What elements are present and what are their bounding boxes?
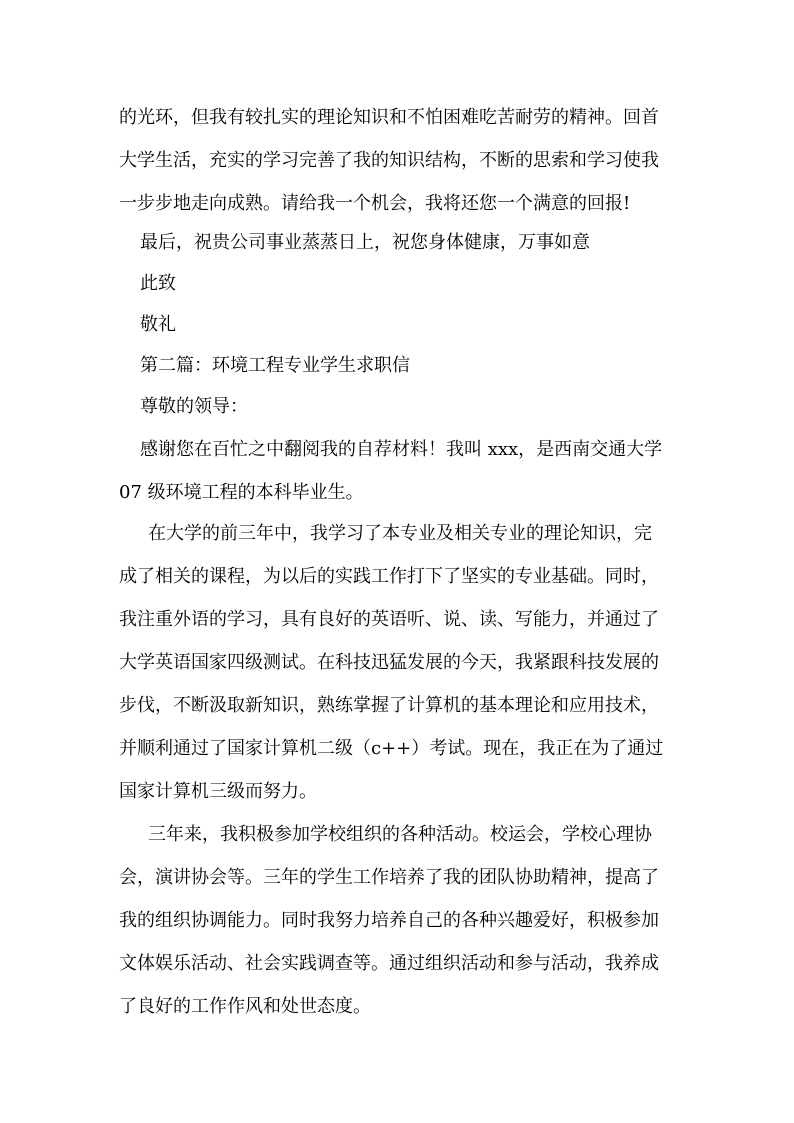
text-line: 一步步地走向成熟。请给我一个机会，我将还您一个满意的回报!	[119, 193, 631, 214]
closing-wish-line: 最后，祝贵公司事业蒸蒸日上，祝您身体健康，万事如意	[140, 232, 590, 253]
text-line: 我的组织协调能力。同时我努力培养自己的各种兴趣爱好，积极参加	[119, 910, 659, 931]
text-line: 步伐，不断汲取新知识，熟练掌握了计算机的基本理论和应用技术，	[119, 695, 659, 716]
section-title: 第二篇：环境工程专业学生求职信	[140, 355, 410, 376]
text-line: 会，演讲协会等。三年的学生工作培养了我的团队协助精神，提高了	[119, 867, 659, 888]
text-line: 大学英语国家四级测试。在科技迅猛发展的今天，我紧跟科技发展的	[119, 652, 659, 673]
text-line: 感谢您在百忙之中翻阅我的自荐材料！我叫 xxx，是西南交通大学	[140, 439, 663, 460]
text-line: 国家计算机三级而努力。	[119, 781, 317, 802]
salutation-line: 此致	[140, 273, 176, 294]
salutation-line: 敬礼	[140, 314, 176, 335]
text-line: 了良好的工作作风和处世态度。	[119, 996, 371, 1017]
text-line: 在大学的前三年中，我学习了本专业及相关专业的理论知识，完	[148, 523, 652, 544]
greeting-line: 尊敬的领导：	[140, 396, 248, 417]
text-line: 成了相关的课程，为以后的实践工作打下了坚实的专业基础。同时，	[119, 566, 659, 587]
text-line: 并顺利通过了国家计算机二级（c++）考试。现在，我正在为了通过	[119, 738, 664, 759]
text-line: 的光环，但我有较扎实的理论知识和不怕困难吃苦耐劳的精神。回首	[119, 107, 659, 128]
text-line: 大学生活，充实的学习完善了我的知识结构，不断的思索和学习使我	[119, 150, 659, 171]
text-line: 三年来，我积极参加学校组织的各种活动。校运会，学校心理协	[148, 824, 652, 845]
text-line: 我注重外语的学习，具有良好的英语听、说、读、写能力，并通过了	[119, 609, 659, 630]
text-line: 文体娱乐活动、社会实践调查等。通过组织活动和参与活动，我养成	[119, 953, 659, 974]
text-line: 07 级环境工程的本科毕业生。	[119, 482, 364, 503]
